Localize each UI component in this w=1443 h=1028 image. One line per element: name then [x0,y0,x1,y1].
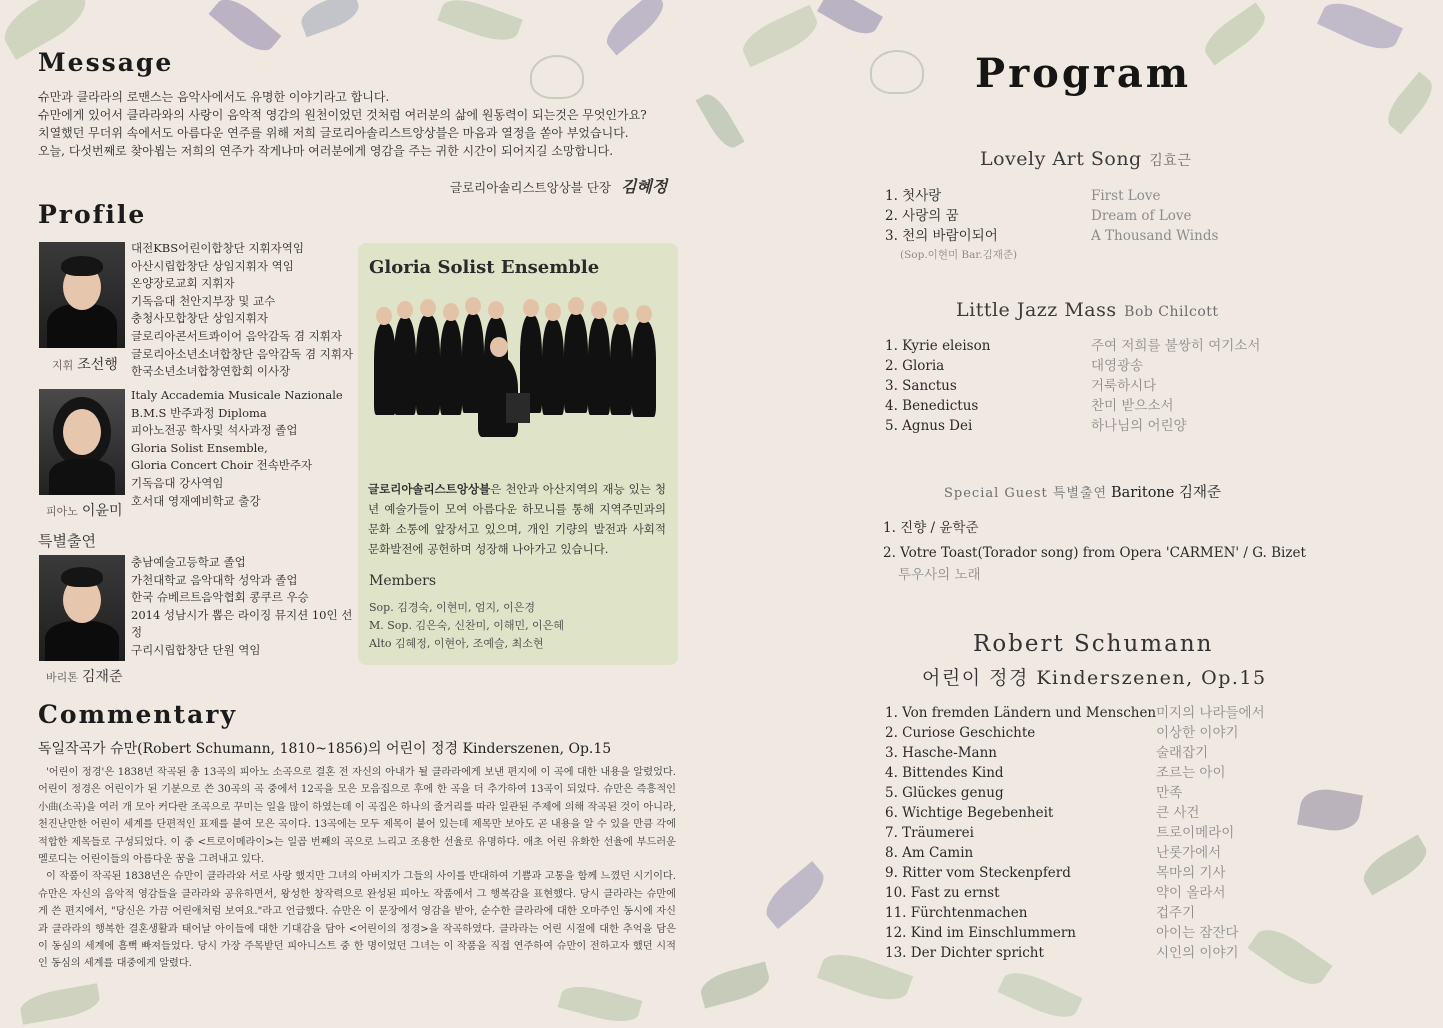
program-item-translation: 시인의 이야기 [1156,945,1239,961]
schumann-title: Robert Schumann [973,631,1214,657]
program-item-translation: 트로이메라이 [1156,825,1235,841]
pianist-photo [39,389,125,495]
ensemble-description [368,479,666,559]
bio-line: 구리시립합창단 단원 역임 [131,642,261,657]
bio-line: 충남예술고등학교 졸업 [131,555,246,569]
program-item: 2. 사랑의 꿈 [885,208,959,224]
ensemble-group-photo [368,293,668,463]
message-body [38,88,678,160]
ensemble-title: Gloria Solist Ensemble [369,257,600,278]
bio-line: 대전KBS어린이합창단 지휘자역임 [131,241,304,255]
guest-sub: 투우사의 노래 [898,567,981,583]
signature-name: 김혜정 [620,177,668,196]
program-item-translation: 큰 사건 [1156,805,1200,821]
message-line: 슈만에게 있어서 클라라와의 사랑이 음악적 영감의 원천이었던 것처럼 여러분의 삶에 원동력이 되는것은 무엇인가요? [38,108,647,122]
art-song-title: Lovely Art Song [980,148,1142,170]
program-item-translation: 찬미 받으소서 [1091,398,1174,414]
art-song-composer: 김효근 [1149,153,1192,169]
program-item-translation: 이상한 이야기 [1156,725,1239,741]
guest-list [883,516,1306,566]
commentary-subtitle: 독일작곡가 슈만(Robert Schumann, 1810~1856)의 어린이 정경 Kinderszenen, Op.15 [38,741,612,757]
bio-line: 2014 성남시가 뽑은 라이징 뮤지션 10인 선정 [131,607,353,640]
conductor-photo [39,242,125,348]
program-item: 1. Von fremden Ländern und Menschen [885,705,1157,721]
bio-line: 피아노전공 학사및 석사과정 졸업 [131,423,298,438]
art-song-note: (Sop.이현미 Bar.김재준) [900,249,1018,261]
caption-role: 지휘 [52,359,74,372]
message-line: 슈만과 클라라의 로맨스는 음악사에서도 유명한 이야기라고 합니다. [38,90,390,104]
message-line: 치열했던 무더위 속에서도 아름다운 연주를 위해 저희 글로리아솔리스트앙상블은 마음과 열정을 쏟아 부었습니다. [38,126,629,140]
caption-role: 바리톤 [46,671,78,684]
conductor-caption [52,354,118,374]
program-item-translation: 조르는 아이 [1156,765,1226,781]
commentary-paragraph: '어린이 정경'은 1838년 작곡된 총 13곡의 피아노 소곡으로 결혼 전 자신의 아내가 될 클라라에게 보낸 편지에 이 곡에 대한 내용을 알렸었다. 어린이 정경은 어린이가 된 기분으로 쓴 30곡의 곡 중에서 12곡을 모은 모음집으로 후에 한 곡을 더 추가하여 13곡이 되었다. 슈만은 즉흥적인 小曲(소곡)을 여러 개 모아 커다란 조곡으로 꾸미는 일을 많이 하였는데 이 곡집은 하나의 줄거리를 따라 일관된 주제에 의해 작곡된 것이 아니라, 천진난만한 어린이 세계를 단편적인 표제를 붙여 모은 곡이다. 13곡에는 모두 제목이 붙어 있는데 제목만 보아도 곧 내용을 알 수 있을 만큼 각에 적합한 제목들로 구성되었다. 이 중 <트로이메라이>는 일곱 번째의 곡으로 느리고 조용한 선율로 유명하다. 애초 어린 유화한 선율에 부드러운 멜로디는 어린이들의 아름다운 꿈을 그려내고 있다. [38,767,676,866]
art-song-list-en [1091,186,1218,246]
program-item: 3. Hasche-Mann [885,745,997,761]
caption-name: 조선행 [77,357,118,373]
pianist-bio [131,387,356,510]
jazz-mass-list [885,336,990,436]
baritone-photo [39,555,125,661]
baritone-caption [46,666,122,686]
program-item: 3. 천의 바람이되어 [885,228,998,244]
ensemble-desc-text: 은 천안과 아산지역의 재능 있는 청년 예술가들이 모여 아름다운 하모니를 통해 지역주민과의 문화 소통에 앞장서고 있으며, 개인 기량의 발전과 사회적 문화발전에 공헌하며 성장해 나아가고 있습니다. [368,482,666,556]
program-item: 9. Ritter vom Steckenpferd [885,865,1071,881]
caption-name: 김재준 [81,669,123,685]
guest-name: Baritone 김재준 [1111,485,1221,501]
bio-line: Gloria Solist Ensemble, [131,440,268,455]
program-item-translation: 아이는 잠잔다 [1156,925,1239,941]
bio-line: 기독음대 강사역임 [131,475,224,490]
program-item: 13. Der Dichter spricht [885,945,1044,961]
schumann-subtitle: 어린이 정경 Kinderszenen, Op.15 [922,667,1267,689]
commentary-body [38,764,676,973]
program-item: 10. Fast zu ernst [885,885,1000,901]
baritone-bio [131,554,356,660]
program-item: 11. Fürchtenmachen [885,905,1028,921]
program-item: 8. Am Camin [885,845,974,861]
message-signature [450,174,667,197]
caption-role: 피아노 [46,505,78,518]
program-item-translation: 술래잡기 [1156,745,1209,761]
special-heading: 특별출연 [38,532,96,550]
program-item: 4. Bittendes Kind [885,765,1004,781]
guest-label: Special Guest 특별출연 [944,486,1108,501]
program-item: 5. Glückes genug [885,785,1004,801]
jazz-mass-list-kr [1091,336,1260,436]
program-item-translation: 만족 [1156,785,1183,801]
members-line: M. Sop. 김은숙, 신찬미, 이해민, 이은혜 [369,619,564,632]
conductor-bio [131,240,356,381]
program-item: 2. Votre Toast(Torador song) from Opera 'CARMEN' / G. Bizet [883,545,1306,561]
members-line: Sop. 김경숙, 이현미, 엄지, 이은경 [369,601,536,614]
ensemble-panel [358,243,678,665]
program-item-translation: 목마의 기사 [1156,865,1226,881]
program-item: 2. Curiose Geschichte [885,725,1036,741]
bio-line: 한국 슈베르트음악협회 콩쿠르 우승 [131,590,309,605]
jazz-mass-heading [956,299,1219,321]
bio-line: 한국소년소녀합창연합회 이사장 [131,364,291,379]
program-item-translation: 약이 올라서 [1156,885,1226,901]
bio-line: Italy Accademia Musicale Nazionale [131,388,343,402]
bio-line: 온양장로교회 지휘자 [131,276,235,291]
jazz-mass-composer: Bob Chilcott [1124,304,1219,320]
profile-title: Profile [38,200,147,229]
program-item: 1. 첫사랑 [885,188,942,204]
program-item-translation: 주여 저희를 불쌍히 여기소서 [1091,338,1261,354]
program-item: 4. Benedictus [885,398,979,414]
commentary-paragraph: 이 작품이 작곡된 1838년은 슈만이 클라라와 서로 사랑 했지만 그녀의 아버지가 그들의 사이를 반대하여 기쁨과 고통을 함께 느꼈던 시기이다. 슈만은 자신의 음악적 영감들을 클라라와 공유하면서, 왕성한 창작력으로 완성된 피아노 작품에서 그 행복감을 표현했다. 당시 클라라는 슈만에게 쓴 편지에서, "당신은 가끔 어린애처럼 보여요."라고 언급했다. 슈만은 이 문장에서 영감을 받아, 순수한 클라라에 대한 오마주인 동시에 자신과 클라라의 행복한 결혼생활과 태어날 아이들에 대한 기대감을 담아 <어린이의 정경>을 작곡하였다. 클라라는 어린 시절에 대한 추억을 담은 이 동심의 세계에 흠뻑 빠져들었다. 당시 가장 주목받던 피아니스트 중 한 명이었던 그녀는 이 작품을 직접 연주하여 슈만이 전하고자 했던 시적인 동심의 세계를 대중에게 알렸다. [38,871,676,970]
bio-line: 가천대학교 음악대학 성악과 졸업 [131,572,298,587]
members-line: Alto 김혜정, 이현아, 조예슬, 최소현 [369,637,544,650]
bio-line: 글로리아콘서트콰이어 음악감독 겸 지휘자 [131,328,342,343]
signature-role: 글로리아솔리스트앙상블 단장 [450,180,611,195]
schumann-list [885,703,1156,963]
bio-line: 아산시립합창단 상임지휘자 역임 [131,258,294,273]
program-item-translation: A Thousand Winds [1091,228,1219,244]
ensemble-name: 글로리아솔리스트앙상블 [368,482,491,496]
commentary-title: Commentary [38,700,238,729]
message-title: Message [38,48,174,77]
program-item-translation: 거룩하시다 [1091,378,1157,394]
program-item-translation: 겁주기 [1156,905,1196,921]
program-item-translation: 미지의 나라들에서 [1156,705,1265,721]
bio-line: 글로리아소년소녀합창단 음악감독 겸 지휘자 [131,346,354,361]
bio-line: 기독음대 천안지부장 및 교수 [131,293,276,308]
program-item: 1. Kyrie eleison [885,338,991,354]
bio-line: 충청사모합창단 상임지휘자 [131,311,268,326]
caption-name: 이윤미 [81,503,123,519]
program-item: 3. Sanctus [885,378,957,394]
program-item-translation: 하나님의 어린양 [1091,418,1187,434]
bio-line: 호서대 영재예비학교 출강 [131,493,261,508]
art-song-heading [980,148,1191,170]
program-title: Program [975,50,1192,97]
members-title: Members [369,573,437,589]
program-item: 5. Agnus Dei [885,418,973,434]
message-line: 오늘, 다섯번째로 찾아뵙는 저희의 연주가 작게나마 여러분에게 영감을 주는 귀한 시간이 되어지길 소망합니다. [38,144,614,158]
program-item-translation: 대영광송 [1091,358,1144,374]
bio-line: B.M.S 반주과정 Diploma [131,405,267,420]
bio-line: Gloria Concert Choir 전속반주자 [131,458,313,473]
program-item: 12. Kind im Einschlummern [885,925,1077,941]
program-item: 1. 진향 / 윤학준 [883,520,979,536]
program-item-translation: 난롯가에서 [1156,845,1222,861]
program-item-translation: Dream of Love [1091,208,1192,224]
art-song-list [885,186,998,246]
jazz-mass-title: Little Jazz Mass [956,299,1117,321]
schumann-list-kr [1156,703,1265,963]
program-item: 2. Gloria [885,358,945,374]
program-item: 6. Wichtige Begebenheit [885,805,1054,821]
members-list [369,599,564,653]
program-item-translation: First Love [1091,188,1161,204]
pianist-caption [46,500,122,520]
program-item: 7. Träumerei [885,825,974,841]
